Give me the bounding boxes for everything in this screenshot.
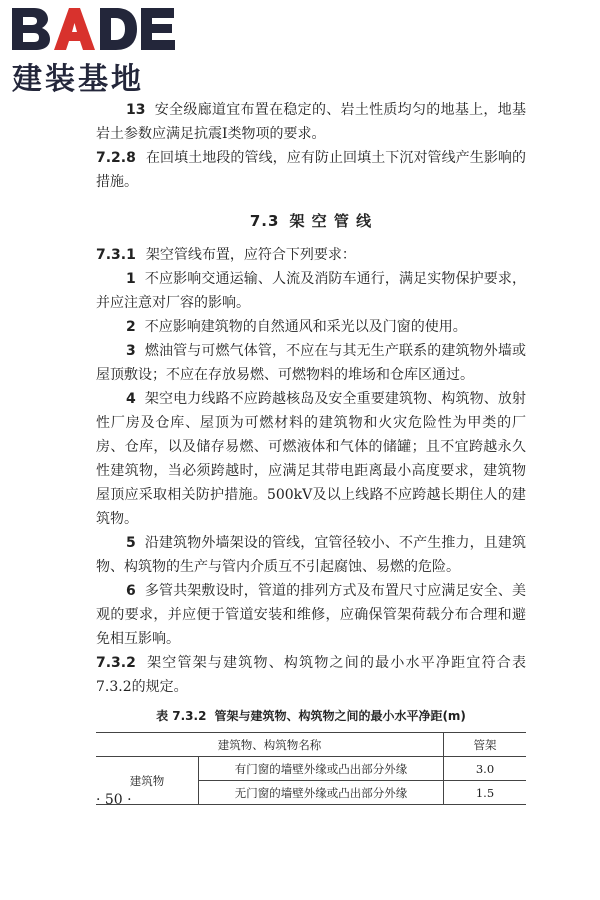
table-number: 表 7.3.2 — [156, 709, 207, 723]
table-header-row — [96, 733, 526, 757]
item-text: 不应影响建筑物的自然通风和采光以及门窗的使用。 — [144, 319, 467, 335]
document-body — [96, 98, 526, 805]
list-item — [96, 315, 526, 339]
clearance-table — [96, 732, 526, 805]
item-number: 2 — [126, 319, 136, 335]
item-number: 5 — [126, 535, 136, 551]
list-item — [96, 579, 526, 651]
page-number: · 50 · — [96, 792, 132, 808]
item-13 — [96, 98, 526, 146]
item-number: 13 — [126, 102, 146, 118]
group-cell: 建筑物 — [96, 757, 199, 805]
item-number: 1 — [126, 271, 136, 287]
list-item — [96, 531, 526, 579]
row-label-cell: 无门窗的墙壁外缘或凸出部分外缘 — [199, 781, 444, 805]
brand-logo — [8, 6, 178, 97]
clause-text: 架空管线布置，应符合下列要求： — [145, 247, 356, 263]
table-row — [96, 757, 526, 781]
clause-7-2-8 — [96, 146, 526, 194]
item-text: 安全级廊道宜布置在稳定的、岩土性质均匀的地基上，地基岩土参数应满足抗震Ⅰ类物项的要求。 — [96, 102, 526, 142]
row-value-cell: 3.0 — [444, 757, 527, 781]
clause-number: 7.2.8 — [96, 150, 136, 166]
list-item — [96, 387, 526, 531]
item-number: 6 — [126, 583, 136, 599]
item-number: 4 — [126, 391, 136, 407]
item-number: 3 — [126, 343, 136, 359]
row-label-cell: 有门窗的墙壁外缘或凸出部分外缘 — [199, 757, 444, 781]
item-text: 多管共架敷设时，管道的排列方式及布置尺寸应满足安全、美观的要求，并应便于管道安装和维修，应确保管架荷载分布合理和避免相互影响。 — [96, 583, 526, 647]
section-number: 7.3 — [249, 212, 280, 230]
clause-number: 7.3.2 — [96, 655, 136, 671]
table-caption — [96, 707, 526, 724]
item-text: 架空电力线路不应跨越核岛及安全重要建筑物、构筑物、放射性厂房及仓库、屋顶为可燃材料的建筑物和火灾危险性为甲类的厂房、仓库，以及储存易燃、可燃液体和气体的储罐；且不宜跨越永久性建筑物，当必须跨越时，应满足其带电距离最小高度要求，建筑物屋顶应采取相关防护措施。500kV及以上线路不应跨越长期住人的建筑物。 — [96, 391, 526, 527]
item-text: 沿建筑物外墙架设的管线，宜管径较小、不产生推力，且建筑物、构筑物的生产与管内介质互不引起腐蚀、易燃的危险。 — [96, 535, 526, 575]
item-text: 燃油管与可燃气体管，不应在与其无生产联系的建筑物外墙或屋顶敷设；不应在存放易燃、可燃物料的堆场和仓库区通过。 — [96, 343, 526, 383]
header-name-cell: 建筑物、构筑物名称 — [96, 733, 444, 757]
list-item — [96, 339, 526, 387]
logo-subtitle: 建装基地 — [12, 62, 144, 97]
clause-7-3-1 — [96, 243, 526, 267]
header-value-cell: 管架 — [444, 733, 527, 757]
clause-text: 在回填土地段的管线，应有防止回填土下沉对管线产生影响的措施。 — [96, 150, 526, 190]
clause-text: 架空管架与建筑物、构筑物之间的最小水平净距宜符合表7.3.2的规定。 — [96, 655, 526, 695]
clause-7-3-2 — [96, 651, 526, 699]
section-name: 架 空 管 线 — [289, 212, 373, 230]
item-text: 不应影响交通运输、人流及消防车通行，满足实物保护要求，并应注意对厂容的影响。 — [96, 271, 526, 311]
clause-number: 7.3.1 — [96, 247, 136, 263]
list-item — [96, 267, 526, 315]
logo-graphic — [8, 6, 178, 54]
section-title — [96, 210, 526, 231]
row-value-cell: 1.5 — [444, 781, 527, 805]
table-title: 管架与建筑物、构筑物之间的最小水平净距(m) — [214, 709, 466, 723]
